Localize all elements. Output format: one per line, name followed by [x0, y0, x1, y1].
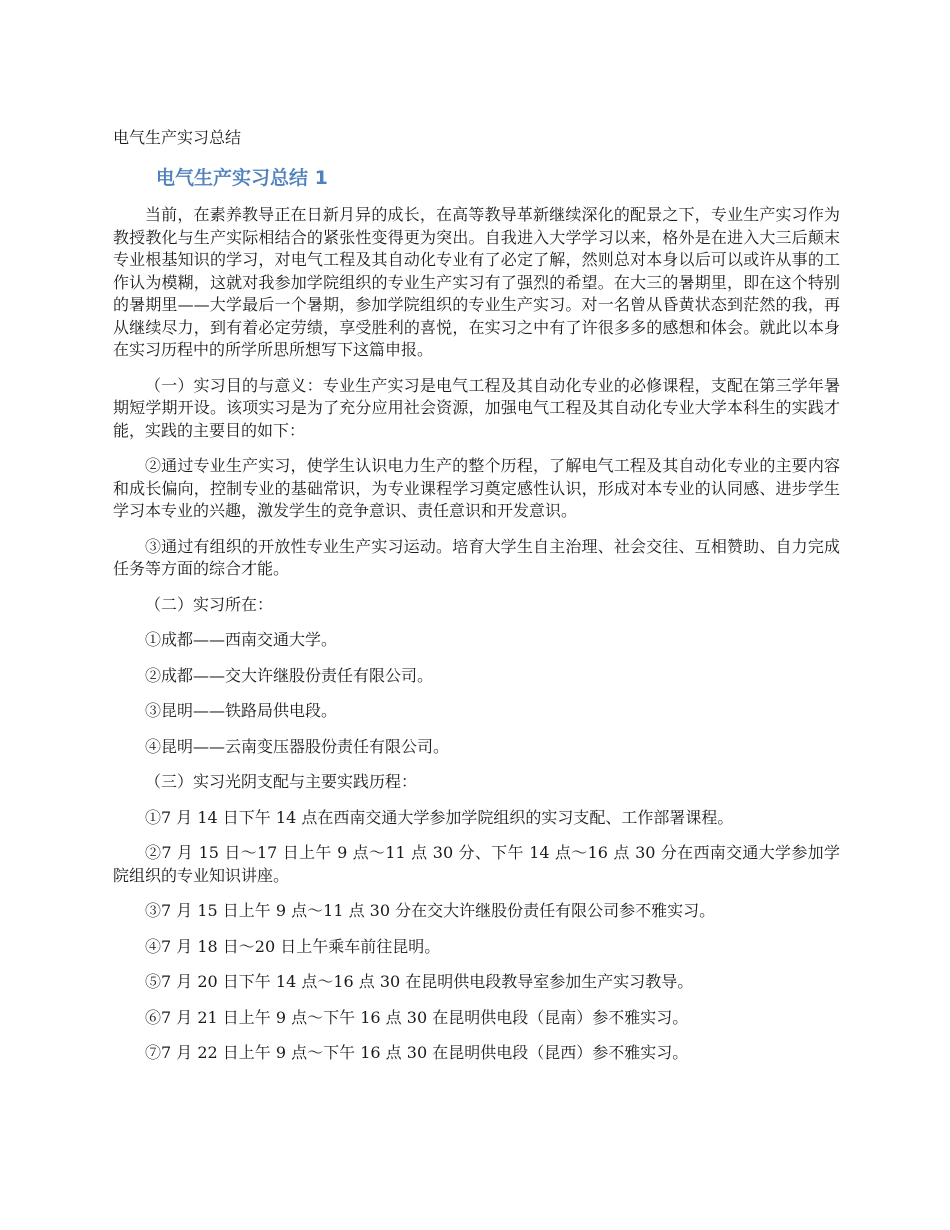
paragraph-purpose: （一）实习目的与意义：专业生产实习是电气工程及其自动化专业的必修课程，支配在第三学年暑期短学期开设。该项实习是为了充分应用社会资源，加强电气工程及其自动化专业大学本科生的实践才能，实践的主要目的如下： [113, 375, 840, 440]
document-title: 电气生产实习总结 [113, 128, 242, 147]
list-item-schedule: ②7 月 15 日～17 日上午 9 点～11 点 30 分、下午 14 点～16 点 30 分在西南交通大学参加学院组织的专业知识讲座。 [113, 843, 840, 885]
section-heading: 电气生产实习总结 1 [156, 167, 328, 189]
paragraph-locations-heading: （二）实习所在： [145, 594, 274, 614]
paragraph-intro: 当前，在素养教导正在日新月异的成长，在高等教导革新继续深化的配景之下，专业生产实习作为教授教化与生产实际相结合的紧张性变得更为突出。自我进入大学学习以来，格外是在进入大三后颠末专业根基知识的学习，对电气工程及其自动化专业有了必定了解，然则总对本身以后可以或许从事的工作认为模糊，这就对我参加学院组织的专业生产实习有了强烈的希望。在大三的暑期里，即在这个特别的暑期里——大学最后一个暑期，参加学院组织的专业生产实习。对一名曾从昏黄状态到茫然的我，再从继续尽力，到有着必定劳绩，享受胜利的喜悦，在实习之中有了许很多多的感想和体会。就此以本身在实习历程中的所学所思所想写下这篇申报。 [113, 205, 840, 359]
list-item-location: ④昆明——云南变压器股份责任有限公司。 [145, 736, 450, 756]
paragraph-purpose-3: ③通过有组织的开放性专业生产实习运动。培育大学生自主治理、社会交往、互相赞助、自力完成任务等方面的综合才能。 [113, 536, 840, 578]
list-item-location: ②成都——交大许继股份责任有限公司。 [145, 665, 434, 685]
list-item-schedule: ④7 月 18 日～20 日上午乘车前往昆明。 [145, 936, 441, 956]
list-item-location: ③昆明——铁路局供电段。 [145, 701, 338, 720]
list-item-schedule: ⑥7 月 21 日上午 9 点～下午 16 点 30 在昆明供电段（昆南）参不雅实习。 [145, 1007, 689, 1027]
list-item-schedule: ①7 月 14 日下午 14 点在西南交通大学参加学院组织的实习支配、工作部署课程。 [145, 807, 734, 827]
list-item-schedule: ⑤7 月 20 日下午 14 点～16 点 30 在昆明供电段教导室参加生产实习教导。 [145, 972, 694, 991]
paragraph-purpose-2: ②通过专业生产实习，使学生认识电力生产的整个历程，了解电气工程及其自动化专业的主要内容和成长偏向，控制专业的基础常识，为专业课程学习奠定感性认识，形成对本专业的认同感、进步学生学习本专业的兴趣，激发学生的竞争意识、责任意识和开发意识。 [113, 456, 840, 520]
paragraph-schedule-heading: （三）实习光阴支配与主要实践历程： [145, 772, 418, 791]
document-body [113, 204, 840, 1078]
list-item-location: ①成都——西南交通大学。 [145, 630, 338, 649]
list-item-schedule: ⑦7 月 22 日上午 9 点～下午 16 点 30 在昆明供电段（昆西）参不雅实习。 [145, 1043, 689, 1062]
list-item-schedule: ③7 月 15 日上午 9 点～11 点 30 分在交大许继股份责任有限公司参不雅实习。 [145, 901, 716, 920]
